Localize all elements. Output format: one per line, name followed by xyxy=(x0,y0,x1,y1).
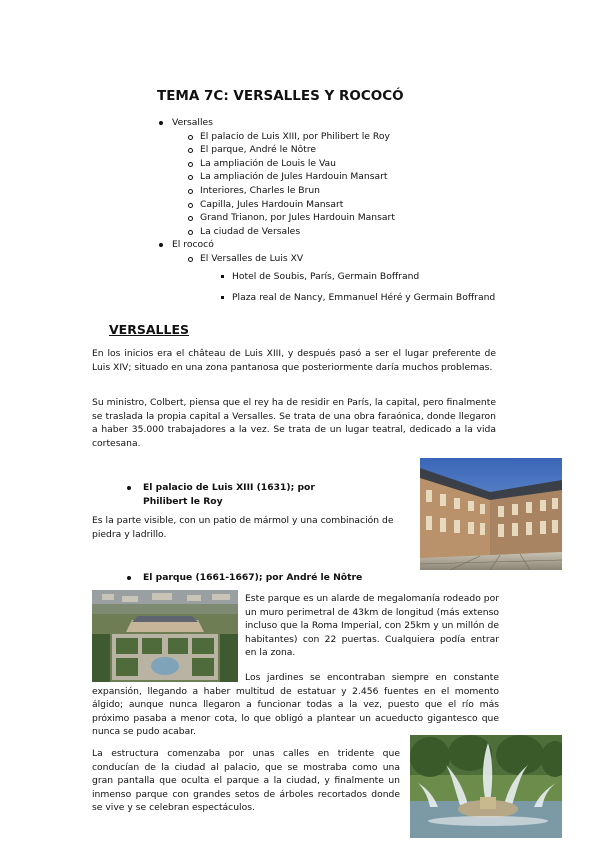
fountain-image xyxy=(410,735,562,838)
aerial-park-image xyxy=(92,590,238,682)
subheading-palace-line2: Philibert le Roy xyxy=(143,495,223,507)
outline-subitem: Capilla, Jules Hardouin Mansart xyxy=(188,198,495,212)
outline-subsubitem: Plaza real de Nancy, Emmanuel Héré y Germain Boffrand xyxy=(220,287,495,308)
outline-subitem: La ampliación de Louis le Vau xyxy=(188,157,495,171)
outline-subitem: El palacio de Luis XIII, por Philibert le Roy xyxy=(188,130,495,144)
palace-courtyard-image xyxy=(420,458,562,570)
outline-subitem: Grand Trianon, por Jules Hardouin Mansart xyxy=(188,211,495,225)
page-title: TEMA 7C: VERSALLES Y ROCOCÓ xyxy=(157,88,404,104)
outline-item-versalles xyxy=(158,116,495,238)
subheading-park xyxy=(143,571,443,585)
paragraph-structure: La estructura comenzaba por unas calles en tridente que conducían de la ciudad al palacio, que se mostraba como una gran pantalla que oculta el parque a la ciudad, y finalmente un inmenso parque con grandes setos de árboles recortados donde se vive y se celebran espectáculos. xyxy=(92,748,400,813)
outline-subitem: Interiores, Charles le Brun xyxy=(188,184,495,198)
paragraph-park-scale: Este parque es un alarde de megalomanía rodeado por un muro perimetral de 43km de longitud (más extenso incluso que la Roma Imperial, con 25km y un millón de habitantes) con 22 puertas. Cualquiera podía entrar en la zona. xyxy=(245,593,499,658)
outline-subitem: El parque, André le Nôtre xyxy=(188,143,495,157)
bullet-dot xyxy=(127,486,131,490)
outline-label: El rococó xyxy=(172,239,214,251)
subheading-park-label: El parque (1661-1667); por André le Nôtre xyxy=(143,572,363,583)
outline-subitem-label: El Versalles de Luis XV xyxy=(200,252,304,264)
bullet-dot xyxy=(127,576,131,580)
paragraph-intro: En los inicios era el château de Luis XIII, y después pasó a ser el lugar preferente de Luis XIV; situado en una zona pantanosa que posteriormente daría muchos problemas. xyxy=(92,348,496,373)
outline-subitem: La ampliación de Jules Hardouin Mansart xyxy=(188,170,495,184)
outline-subitem xyxy=(188,252,495,308)
paragraph-gardens: Los jardines se encontraban siempre en constante expansión, llegando a haber multitud de estatuar y 2.456 fuentes en el momento álgido; aunque nunca llegaron a funcionar todas a la vez, puesto que el río más próximo pasaba a menor cota, lo que obligó a plantear un acueducto gigantesco que nunca se pudo acabar. xyxy=(92,672,499,737)
outline-label: Versalles xyxy=(172,117,213,128)
topic-outline xyxy=(158,116,495,308)
rococo-subsublist xyxy=(220,266,495,308)
paragraph-colbert: Su ministro, Colbert, piensa que el rey ha de residir en París, la capital, pero finalmente se traslada la propia capital a Versalles. Se trata de una obra faraónica, donde llegaron a haber 35.000 trabajadores a la vez. Se trata de un lugar teatral, dedicado a la vida cortesana. xyxy=(92,397,496,449)
outline-subsubitem: Hotel de Soubis, París, Germain Boffrand xyxy=(220,266,495,287)
section-heading: VERSALLES xyxy=(109,322,189,337)
outline-subitem: La ciudad de Versales xyxy=(188,225,495,239)
versalles-sublist xyxy=(188,130,495,239)
paragraph-palace: Es la parte visible, con un patio de mármol y una combinación de piedra y ladrillo. xyxy=(92,515,394,540)
subheading-palace-line1: El palacio de Luis XIII (1631); por xyxy=(143,482,315,493)
subheading-palace xyxy=(143,481,383,508)
rococo-sublist xyxy=(188,252,495,308)
outline-item-rococo xyxy=(158,238,495,307)
